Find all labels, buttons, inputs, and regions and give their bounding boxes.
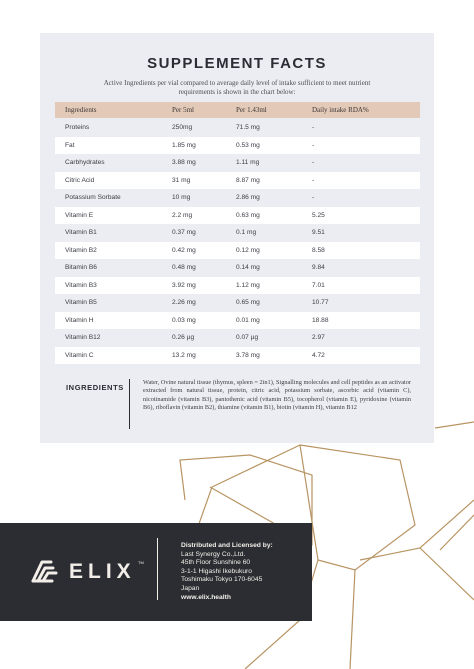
table-row: [55, 242, 420, 260]
cell-rda: 2.97: [312, 334, 325, 341]
table-row: [55, 154, 420, 172]
cell-per-1-43ml: 0.65 mg: [236, 299, 260, 306]
cell-per-1-43ml: 3.78 mg: [236, 351, 260, 359]
cell-rda: -: [312, 176, 315, 184]
cell-per-5ml: 0.26 µg: [172, 334, 195, 341]
cell-per-5ml: 0.03 mg: [172, 316, 196, 324]
footer-panel: [0, 523, 312, 621]
cell-per-1-43ml: 71.5 mg: [236, 124, 260, 131]
table-header: [55, 102, 420, 118]
cell-per-5ml: 31 mg: [172, 176, 191, 184]
header-per-5ml: Per 5ml: [172, 106, 194, 114]
cell-ingredient: Citric Acid: [65, 176, 95, 184]
supplement-facts-card: [40, 33, 434, 443]
cell-per-1-43ml: 0.1 mg: [236, 229, 257, 236]
header-daily-intake: Daily intake RDA%: [312, 106, 369, 114]
cell-ingredient: Bitamin B6: [65, 264, 97, 271]
ingredients-heading: INGREDIENTS: [66, 383, 124, 392]
cell-rda: 10.77: [312, 299, 329, 306]
distributor-heading: Distributed and Licensed by:: [181, 542, 273, 549]
cell-ingredient: Vitamin B2: [65, 246, 97, 254]
cell-per-1-43ml: 1.12 mg: [236, 281, 260, 289]
cell-per-1-43ml: 0.12 mg: [236, 246, 260, 254]
cell-ingredient: Proteins: [65, 124, 90, 131]
distributor-address-1: 45th Floor Sunshine 60: [181, 559, 251, 567]
cell-rda: -: [312, 194, 315, 201]
cell-per-1-43ml: 0.14 mg: [236, 264, 260, 271]
table-row: [55, 224, 420, 242]
cell-per-5ml: 1.85 mg: [172, 141, 196, 149]
distributor-country: Japan: [181, 584, 200, 592]
cell-ingredient: Carbhydrates: [65, 159, 105, 166]
subtitle: Active Ingredients per vial compared to average daily level of intake sufficient to meet nutrient requirements is shown in the chart below:: [103, 79, 371, 96]
cell-rda: 8.58: [312, 246, 325, 254]
table-row: [55, 347, 420, 365]
cell-per-1-43ml: 0.63 mg: [236, 211, 260, 219]
table-row: [55, 119, 420, 137]
cell-ingredient: Potassium Sorbate: [65, 194, 121, 201]
cell-per-5ml: 3.88 mg: [172, 159, 196, 166]
table-row: [55, 312, 420, 330]
cell-rda: 9.51: [312, 229, 325, 236]
table-row: [55, 189, 420, 207]
header-ingredients: Ingredients: [65, 106, 97, 114]
table-row: [55, 329, 420, 347]
ingredients-text: Water, Ovine natural tissue (thymus, spleen = 2in1), Signalling molecules and cell peptides as an activator extracted from natural tissue, protein, citric acid, potassium sorbate, ascorbic acid (vitamin C), nicotinamide (vitamin B3), pantothenic acid (vitamin B5), tocopherol (vitamin E), pyridoxine (vitamin B6), riboflavin (vitamin B2), thiamine (vitamin B1), biotin (vitamin H), vitamin B12: [143, 379, 411, 411]
distributor-address-3: Toshimaku Tokyo 170-6045: [181, 576, 263, 584]
cell-per-5ml: 2.2 mg: [172, 211, 193, 219]
header-per-1-43ml: Per 1.43ml: [236, 106, 267, 114]
cell-ingredient: Vitamin H: [65, 316, 94, 324]
table-row: [55, 207, 420, 225]
distributor-address-2: 3-1-1 Higashi Ikebukuro: [181, 567, 252, 575]
cell-per-5ml: 13.2 mg: [172, 351, 196, 359]
cell-per-1-43ml: 0.01 mg: [236, 316, 260, 324]
elix-logo-icon: [30, 558, 64, 584]
cell-ingredient: Vitamin B1: [65, 229, 97, 236]
trademark: TM: [138, 560, 144, 565]
table-row: [55, 137, 420, 155]
cell-per-5ml: 10 mg: [172, 194, 191, 201]
distributor-company: Last Synergy Co.,Ltd.: [181, 550, 246, 558]
cell-rda: -: [312, 159, 315, 166]
cell-rda: 7.01: [312, 281, 325, 289]
cell-ingredient: Vitamin C: [65, 351, 94, 359]
distributor-info: [181, 542, 273, 602]
cell-rda: 18.88: [312, 316, 329, 324]
cell-per-5ml: 2.26 mg: [172, 299, 196, 306]
cell-rda: 9.84: [312, 264, 325, 271]
cell-per-1-43ml: 1.11 mg: [236, 159, 260, 166]
page-title: SUPPLEMENT FACTS: [147, 55, 327, 72]
table-row: [55, 259, 420, 277]
cell-per-5ml: 0.48 mg: [172, 264, 196, 271]
cell-per-5ml: 0.37 mg: [172, 229, 196, 236]
cell-rda: 4.72: [312, 351, 325, 359]
cell-ingredient: Vitamin E: [65, 211, 94, 219]
ingredients-divider: [129, 379, 130, 429]
cell-per-1-43ml: 0.53 mg: [236, 141, 260, 149]
cell-per-1-43ml: 0.07 µg: [236, 334, 259, 341]
cell-per-1-43ml: 8.87 mg: [236, 176, 260, 184]
cell-per-5ml: 3.92 mg: [172, 281, 196, 289]
cell-rda: -: [312, 124, 315, 131]
table-row: [55, 172, 420, 190]
brand-name: ELIX: [69, 560, 136, 583]
cell-ingredient: Fat: [65, 141, 75, 149]
footer-divider: [157, 538, 158, 600]
table-row: [55, 277, 420, 295]
cell-ingredient: Vitamin B3: [65, 281, 97, 289]
table-body: [55, 119, 420, 364]
cell-ingredient: Vitamin B5: [65, 299, 97, 306]
cell-per-5ml: 0.42 mg: [172, 246, 196, 254]
cell-per-1-43ml: 2.86 mg: [236, 194, 260, 201]
table-row: [55, 294, 420, 312]
cell-per-5ml: 250mg: [172, 124, 193, 131]
cell-rda: -: [312, 141, 315, 149]
cell-ingredient: Vitamin B12: [65, 334, 101, 341]
website-link[interactable]: www.elix.health: [181, 593, 231, 601]
cell-rda: 5.25: [312, 211, 325, 219]
